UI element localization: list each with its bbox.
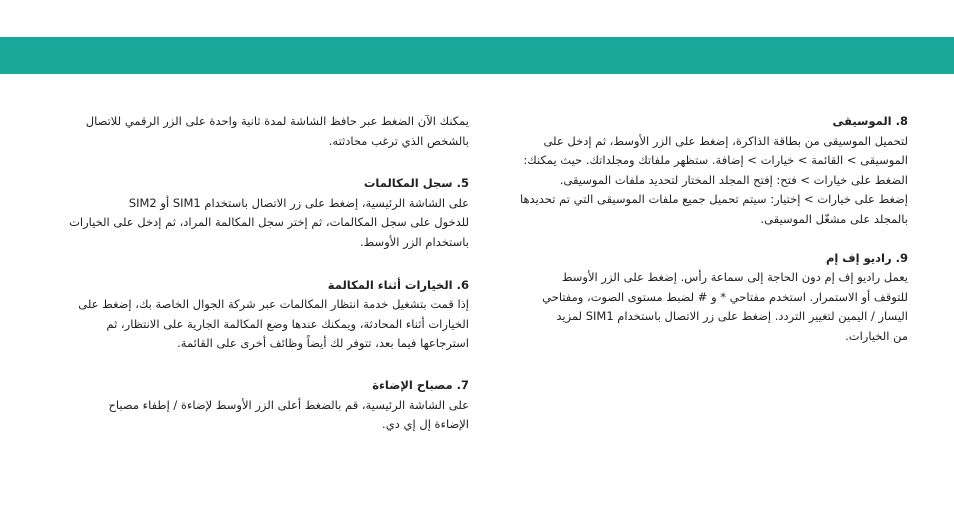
section-title-in-call-options: 6. الخيارات أثناء المكالمة <box>327 277 469 292</box>
section-in-call-options <box>55 276 469 354</box>
flashlight-line: الإضاءة إل إي دي. <box>382 417 469 432</box>
radio-line: اليسار / اليمين لتغيير التردد. إضغط على زر الاتصال باستخدام SIM1 لمزيد <box>556 309 908 324</box>
music-line: بالمجلد على مشغّل الموسيقى. <box>760 211 908 226</box>
section-call-log <box>55 174 469 252</box>
radio-line: من الخيارات. <box>845 328 908 343</box>
section-title-call-log: 5. سجل المكالمات <box>363 176 469 191</box>
right-column <box>508 112 908 363</box>
section-title-music: 8. الموسيقى <box>832 114 908 128</box>
section-radio <box>508 249 908 347</box>
call-log-line: باستخدام الزر الأوسط. <box>359 234 469 249</box>
in-call-options-line: الخيارات أثناء المحادثة، ويمكنك عندها وضع المكالمة الجارية على الانتظار، ثم <box>106 316 469 331</box>
section-title-flashlight: 7. مصباح الإضاءة <box>372 377 469 392</box>
music-line: الموسيقى > القائمة > خيارات > إضافة. ستظهر ملفاتك ومجلداتك. حيث يمكنك: <box>523 153 908 168</box>
section-title-radio: 9. راديو إف إم <box>825 250 908 265</box>
section-speed-dial <box>55 112 469 151</box>
call-log-line: للدخول على سجل المكالمات، ثم إختر سجل المكالمة المراد، ثم إدخل على الخيارات <box>69 215 469 230</box>
music-line: الضغط على خيارات > فتح: إفتح المجلد المختار لتحديد ملفات الموسيقى. <box>559 172 908 187</box>
radio-line: للتوقف أو الاستمرار. استخدم مفتاحي * و # لضبط مستوى الصوت، ومفتاحي <box>542 289 908 304</box>
speed-dial-line: بالشخص الذي ترغب محادثته. <box>328 133 469 148</box>
music-line: إضغط على خيارات > إختيار: سيتم تحميل جميع ملفات الموسيقى التي تم تحديدها <box>519 192 908 207</box>
music-line: لتحميل الموسيقى من بطاقة الذاكرة، إضغط على الزر الأوسط، ثم إدخل على <box>543 133 908 148</box>
call-log-line: على الشاشة الرئيسية، إضغط على زر الاتصال باستخدام SIM1 أو SIM2 <box>128 195 469 210</box>
radio-line: يعمل راديو إف إم دون الحاجة إلى سماعة رأس. إضغط على الزر الأوسط <box>561 270 908 285</box>
section-music <box>508 112 908 230</box>
in-call-options-line: إذا قمت بتشغيل خدمة انتظار المكالمات عبر شركة الجوال الخاصة بك، إضغط على <box>78 297 469 312</box>
speed-dial-line: يمكنك الآن الضغط عبر حافظ الشاشة لمدة ثانية واحدة على الزر الرقمي للاتصال <box>85 114 469 128</box>
section-flashlight <box>55 376 469 435</box>
in-call-options-line: استرجاعها فيما بعد، تتوفر لك أيضاً وظائف أخرى على القائمة. <box>177 336 469 351</box>
left-column <box>55 112 469 451</box>
header-band <box>0 37 954 74</box>
flashlight-line: على الشاشة الرئيسية، قم بالضغط أعلى الزر الأوسط لإضاءة / إطفاء مصباح <box>108 397 469 412</box>
